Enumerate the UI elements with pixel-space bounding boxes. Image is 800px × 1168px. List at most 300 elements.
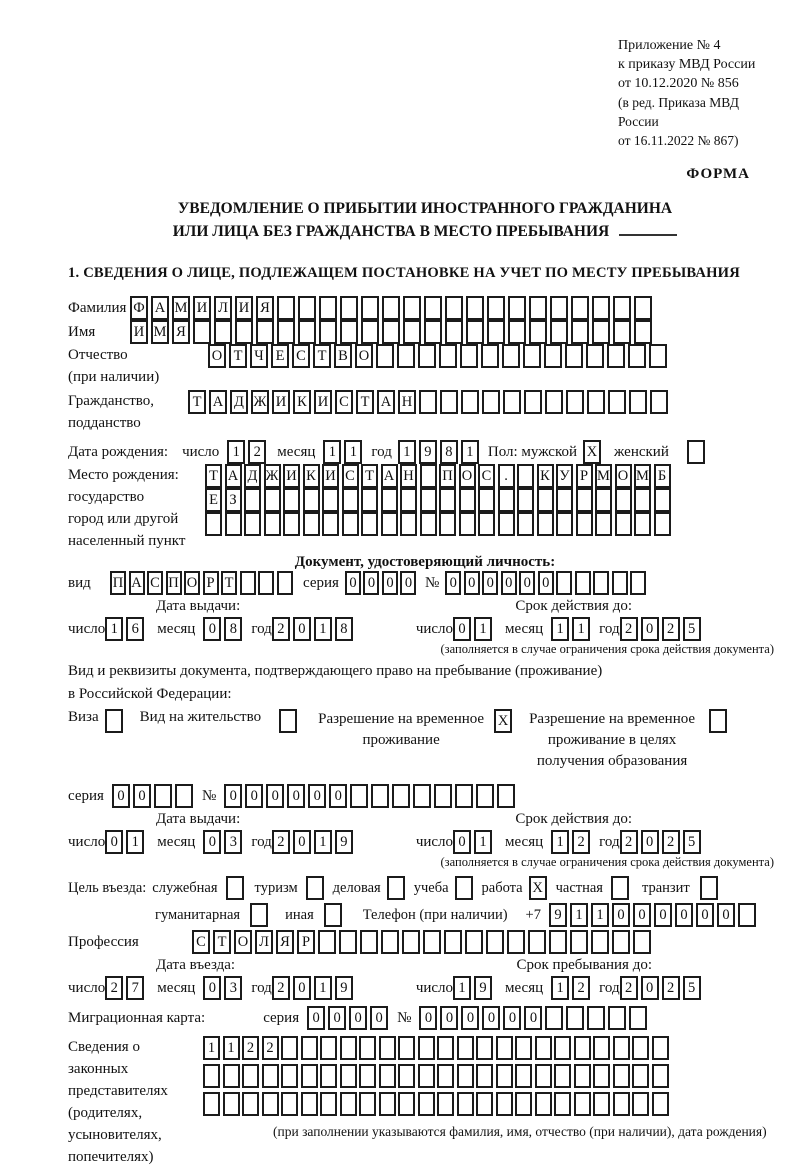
char-cell[interactable]: 0 — [482, 571, 498, 595]
char-cell[interactable]: 0 — [203, 976, 221, 1000]
char-cell[interactable]: 0 — [307, 1006, 325, 1030]
char-cell[interactable] — [154, 784, 172, 808]
char-cell[interactable] — [507, 930, 525, 954]
char-cell[interactable] — [613, 1092, 630, 1116]
char-cell[interactable] — [424, 320, 442, 344]
char-cell[interactable]: Ж — [264, 464, 281, 488]
char-cell[interactable]: 2 — [242, 1036, 259, 1060]
char-cell[interactable]: 0 — [224, 784, 242, 808]
char-cell[interactable] — [476, 1092, 493, 1116]
char-cell[interactable]: 1 — [474, 617, 492, 641]
char-cell[interactable]: 2 — [662, 976, 680, 1000]
char-cell[interactable]: И — [193, 296, 211, 320]
char-cell[interactable] — [566, 1006, 584, 1030]
char-cell[interactable] — [634, 488, 651, 512]
char-cell[interactable] — [545, 390, 563, 414]
char-cell[interactable]: 0 — [203, 617, 221, 641]
char-cell[interactable] — [203, 1092, 220, 1116]
char-cell[interactable]: 1 — [223, 1036, 240, 1060]
char-cell[interactable]: Т — [213, 930, 231, 954]
char-cell[interactable] — [556, 571, 572, 595]
char-cell[interactable]: 1 — [323, 440, 341, 464]
char-cell[interactable] — [359, 1064, 376, 1088]
char-cell[interactable]: И — [314, 390, 332, 414]
checkbox-cell[interactable] — [306, 876, 324, 900]
char-cell[interactable]: 9 — [335, 830, 353, 854]
char-cell[interactable]: 0 — [349, 1006, 367, 1030]
char-cell[interactable] — [571, 296, 589, 320]
char-cell[interactable]: 0 — [329, 784, 347, 808]
char-cell[interactable]: Т — [229, 344, 247, 368]
char-cell[interactable]: М — [634, 464, 651, 488]
char-cell[interactable]: О — [208, 344, 226, 368]
char-cell[interactable]: 0 — [419, 1006, 437, 1030]
char-cell[interactable] — [593, 1092, 610, 1116]
char-cell[interactable]: 0 — [633, 903, 651, 927]
char-cell[interactable]: 0 — [133, 784, 151, 808]
char-cell[interactable]: 3 — [224, 830, 242, 854]
checkbox-cell[interactable]: X — [494, 709, 512, 733]
char-cell[interactable] — [175, 784, 193, 808]
checkbox-cell[interactable] — [709, 709, 727, 733]
char-cell[interactable] — [420, 512, 437, 536]
char-cell[interactable] — [403, 320, 421, 344]
char-cell[interactable] — [457, 1064, 474, 1088]
char-cell[interactable] — [498, 512, 515, 536]
char-cell[interactable]: И — [130, 320, 148, 344]
char-cell[interactable]: 0 — [112, 784, 130, 808]
char-cell[interactable] — [301, 1092, 318, 1116]
char-cell[interactable] — [535, 1092, 552, 1116]
char-cell[interactable] — [652, 1036, 669, 1060]
char-cell[interactable]: 0 — [287, 784, 305, 808]
char-cell[interactable] — [587, 1006, 605, 1030]
char-cell[interactable]: 2 — [620, 830, 638, 854]
char-cell[interactable]: 0 — [293, 976, 311, 1000]
char-cell[interactable] — [652, 1092, 669, 1116]
char-cell[interactable]: И — [272, 390, 290, 414]
char-cell[interactable]: О — [234, 930, 252, 954]
char-cell[interactable]: А — [381, 464, 398, 488]
char-cell[interactable]: 0 — [105, 830, 123, 854]
char-cell[interactable] — [361, 512, 378, 536]
char-cell[interactable]: Ж — [251, 390, 269, 414]
char-cell[interactable] — [203, 1064, 220, 1088]
char-cell[interactable] — [376, 344, 394, 368]
char-cell[interactable]: 9 — [335, 976, 353, 1000]
char-cell[interactable] — [591, 930, 609, 954]
char-cell[interactable] — [738, 903, 756, 927]
char-cell[interactable] — [281, 1092, 298, 1116]
char-cell[interactable]: 1 — [551, 830, 569, 854]
char-cell[interactable]: 0 — [370, 1006, 388, 1030]
char-cell[interactable] — [593, 1036, 610, 1060]
char-cell[interactable]: К — [537, 464, 554, 488]
char-cell[interactable] — [607, 344, 625, 368]
char-cell[interactable]: 3 — [224, 976, 242, 1000]
char-cell[interactable] — [524, 390, 542, 414]
char-cell[interactable] — [420, 488, 437, 512]
char-cell[interactable]: 0 — [203, 830, 221, 854]
char-cell[interactable] — [382, 320, 400, 344]
char-cell[interactable]: 1 — [314, 830, 332, 854]
char-cell[interactable]: 9 — [549, 903, 567, 927]
char-cell[interactable]: Т — [313, 344, 331, 368]
char-cell[interactable] — [256, 320, 274, 344]
char-cell[interactable] — [318, 930, 336, 954]
char-cell[interactable]: 0 — [328, 1006, 346, 1030]
char-cell[interactable] — [554, 1092, 571, 1116]
char-cell[interactable]: 2 — [272, 617, 290, 641]
char-cell[interactable] — [574, 1064, 591, 1088]
char-cell[interactable] — [496, 1092, 513, 1116]
checkbox-cell[interactable] — [700, 876, 718, 900]
char-cell[interactable]: 0 — [464, 571, 480, 595]
char-cell[interactable]: А — [129, 571, 145, 595]
char-cell[interactable] — [630, 571, 646, 595]
char-cell[interactable]: 0 — [293, 830, 311, 854]
char-cell[interactable]: Н — [398, 390, 416, 414]
char-cell[interactable]: 0 — [717, 903, 735, 927]
char-cell[interactable] — [439, 344, 457, 368]
char-cell[interactable] — [566, 390, 584, 414]
char-cell[interactable]: 0 — [453, 830, 471, 854]
char-cell[interactable] — [634, 296, 652, 320]
char-cell[interactable] — [549, 930, 567, 954]
char-cell[interactable] — [650, 390, 668, 414]
char-cell[interactable] — [277, 571, 293, 595]
char-cell[interactable] — [298, 296, 316, 320]
char-cell[interactable] — [413, 784, 431, 808]
char-cell[interactable] — [556, 488, 573, 512]
char-cell[interactable] — [576, 488, 593, 512]
char-cell[interactable]: М — [172, 296, 190, 320]
char-cell[interactable] — [340, 1036, 357, 1060]
char-cell[interactable]: 8 — [224, 617, 242, 641]
char-cell[interactable] — [381, 930, 399, 954]
char-cell[interactable] — [508, 296, 526, 320]
char-cell[interactable] — [444, 930, 462, 954]
checkbox-cell[interactable] — [387, 876, 405, 900]
char-cell[interactable]: М — [595, 464, 612, 488]
char-cell[interactable]: 0 — [363, 571, 379, 595]
char-cell[interactable] — [244, 488, 261, 512]
char-cell[interactable] — [424, 296, 442, 320]
char-cell[interactable]: 2 — [262, 1036, 279, 1060]
char-cell[interactable] — [535, 1064, 552, 1088]
char-cell[interactable] — [515, 1064, 532, 1088]
char-cell[interactable] — [545, 1006, 563, 1030]
char-cell[interactable] — [379, 1064, 396, 1088]
char-cell[interactable]: Е — [271, 344, 289, 368]
char-cell[interactable] — [634, 512, 651, 536]
char-cell[interactable] — [418, 1036, 435, 1060]
char-cell[interactable] — [550, 296, 568, 320]
char-cell[interactable]: З — [225, 488, 242, 512]
char-cell[interactable]: 1 — [453, 976, 471, 1000]
char-cell[interactable]: 1 — [570, 903, 588, 927]
char-cell[interactable] — [298, 320, 316, 344]
char-cell[interactable] — [550, 320, 568, 344]
char-cell[interactable] — [517, 488, 534, 512]
char-cell[interactable]: 2 — [620, 976, 638, 1000]
char-cell[interactable]: 1 — [551, 617, 569, 641]
char-cell[interactable] — [465, 930, 483, 954]
char-cell[interactable]: 2 — [248, 440, 266, 464]
char-cell[interactable]: 1 — [105, 617, 123, 641]
char-cell[interactable]: Л — [255, 930, 273, 954]
char-cell[interactable] — [320, 1092, 337, 1116]
char-cell[interactable] — [593, 571, 609, 595]
char-cell[interactable] — [615, 512, 632, 536]
char-cell[interactable] — [439, 488, 456, 512]
char-cell[interactable] — [496, 1064, 513, 1088]
char-cell[interactable] — [319, 320, 337, 344]
char-cell[interactable] — [515, 1092, 532, 1116]
char-cell[interactable]: Л — [214, 296, 232, 320]
char-cell[interactable] — [455, 784, 473, 808]
char-cell[interactable]: П — [110, 571, 126, 595]
char-cell[interactable] — [437, 1092, 454, 1116]
char-cell[interactable] — [575, 571, 591, 595]
char-cell[interactable] — [193, 320, 211, 344]
char-cell[interactable] — [497, 784, 515, 808]
char-cell[interactable]: Р — [297, 930, 315, 954]
char-cell[interactable] — [281, 1036, 298, 1060]
char-cell[interactable] — [615, 488, 632, 512]
checkbox-cell[interactable] — [226, 876, 244, 900]
char-cell[interactable] — [419, 390, 437, 414]
char-cell[interactable]: Д — [230, 390, 248, 414]
char-cell[interactable]: И — [235, 296, 253, 320]
char-cell[interactable] — [574, 1036, 591, 1060]
char-cell[interactable] — [303, 488, 320, 512]
char-cell[interactable] — [382, 296, 400, 320]
char-cell[interactable] — [593, 1064, 610, 1088]
checkbox-cell[interactable] — [250, 903, 268, 927]
char-cell[interactable]: 0 — [641, 617, 659, 641]
checkbox-cell[interactable]: X — [529, 876, 547, 900]
char-cell[interactable] — [339, 930, 357, 954]
char-cell[interactable]: Я — [276, 930, 294, 954]
title-blank-underline[interactable] — [619, 222, 677, 236]
char-cell[interactable] — [281, 1064, 298, 1088]
char-cell[interactable] — [235, 320, 253, 344]
char-cell[interactable] — [595, 512, 612, 536]
char-cell[interactable]: 2 — [662, 830, 680, 854]
char-cell[interactable]: 0 — [519, 571, 535, 595]
char-cell[interactable] — [214, 320, 232, 344]
char-cell[interactable] — [322, 488, 339, 512]
checkbox-cell[interactable] — [279, 709, 297, 733]
char-cell[interactable] — [418, 344, 436, 368]
char-cell[interactable] — [223, 1064, 240, 1088]
char-cell[interactable]: 0 — [503, 1006, 521, 1030]
char-cell[interactable] — [529, 320, 547, 344]
char-cell[interactable] — [613, 1064, 630, 1088]
char-cell[interactable] — [205, 512, 222, 536]
char-cell[interactable] — [258, 571, 274, 595]
char-cell[interactable] — [403, 296, 421, 320]
char-cell[interactable] — [437, 1036, 454, 1060]
char-cell[interactable] — [502, 344, 520, 368]
char-cell[interactable] — [461, 390, 479, 414]
char-cell[interactable]: М — [151, 320, 169, 344]
char-cell[interactable]: 0 — [382, 571, 398, 595]
checkbox-cell[interactable] — [455, 876, 473, 900]
char-cell[interactable] — [283, 488, 300, 512]
char-cell[interactable] — [303, 512, 320, 536]
char-cell[interactable] — [654, 488, 671, 512]
char-cell[interactable]: Н — [400, 464, 417, 488]
char-cell[interactable]: 0 — [266, 784, 284, 808]
char-cell[interactable] — [608, 1006, 626, 1030]
char-cell[interactable]: 0 — [400, 571, 416, 595]
char-cell[interactable] — [277, 296, 295, 320]
char-cell[interactable] — [242, 1092, 259, 1116]
char-cell[interactable]: 0 — [308, 784, 326, 808]
char-cell[interactable]: 8 — [440, 440, 458, 464]
char-cell[interactable] — [381, 512, 398, 536]
char-cell[interactable] — [570, 930, 588, 954]
char-cell[interactable] — [537, 488, 554, 512]
char-cell[interactable] — [633, 930, 651, 954]
char-cell[interactable]: Я — [172, 320, 190, 344]
char-cell[interactable]: Д — [244, 464, 261, 488]
char-cell[interactable] — [478, 488, 495, 512]
char-cell[interactable] — [586, 344, 604, 368]
char-cell[interactable] — [379, 1092, 396, 1116]
char-cell[interactable] — [418, 1092, 435, 1116]
char-cell[interactable]: И — [322, 464, 339, 488]
char-cell[interactable]: 2 — [620, 617, 638, 641]
char-cell[interactable] — [544, 344, 562, 368]
char-cell[interactable] — [244, 512, 261, 536]
char-cell[interactable] — [320, 1036, 337, 1060]
char-cell[interactable]: 0 — [501, 571, 517, 595]
char-cell[interactable]: О — [355, 344, 373, 368]
char-cell[interactable] — [652, 1064, 669, 1088]
char-cell[interactable] — [264, 488, 281, 512]
checkbox-cell[interactable] — [611, 876, 629, 900]
char-cell[interactable]: Т — [188, 390, 206, 414]
char-cell[interactable]: 8 — [335, 617, 353, 641]
char-cell[interactable] — [612, 571, 628, 595]
char-cell[interactable]: 1 — [461, 440, 479, 464]
char-cell[interactable]: 9 — [419, 440, 437, 464]
char-cell[interactable] — [223, 1092, 240, 1116]
char-cell[interactable] — [459, 488, 476, 512]
char-cell[interactable]: 0 — [345, 571, 361, 595]
char-cell[interactable] — [476, 1064, 493, 1088]
checkbox-cell[interactable]: X — [583, 440, 601, 464]
char-cell[interactable] — [283, 512, 300, 536]
char-cell[interactable] — [554, 1064, 571, 1088]
char-cell[interactable] — [398, 1092, 415, 1116]
char-cell[interactable] — [392, 784, 410, 808]
char-cell[interactable] — [496, 1036, 513, 1060]
char-cell[interactable] — [457, 1036, 474, 1060]
char-cell[interactable]: 1 — [572, 617, 590, 641]
char-cell[interactable] — [613, 1036, 630, 1060]
char-cell[interactable]: 0 — [538, 571, 554, 595]
char-cell[interactable]: С — [147, 571, 163, 595]
char-cell[interactable] — [556, 512, 573, 536]
char-cell[interactable] — [277, 320, 295, 344]
char-cell[interactable] — [466, 296, 484, 320]
char-cell[interactable] — [632, 1036, 649, 1060]
char-cell[interactable]: С — [342, 464, 359, 488]
char-cell[interactable] — [608, 390, 626, 414]
char-cell[interactable] — [418, 1064, 435, 1088]
char-cell[interactable]: А — [377, 390, 395, 414]
char-cell[interactable] — [481, 344, 499, 368]
char-cell[interactable] — [528, 930, 546, 954]
char-cell[interactable] — [595, 488, 612, 512]
char-cell[interactable] — [634, 320, 652, 344]
char-cell[interactable]: Р — [203, 571, 219, 595]
char-cell[interactable] — [503, 390, 521, 414]
checkbox-cell[interactable] — [105, 709, 123, 733]
char-cell[interactable]: 1 — [203, 1036, 220, 1060]
char-cell[interactable]: Е — [205, 488, 222, 512]
char-cell[interactable]: С — [335, 390, 353, 414]
char-cell[interactable] — [361, 488, 378, 512]
char-cell[interactable] — [629, 1006, 647, 1030]
char-cell[interactable]: 2 — [662, 617, 680, 641]
char-cell[interactable] — [482, 390, 500, 414]
char-cell[interactable] — [498, 488, 515, 512]
char-cell[interactable] — [340, 296, 358, 320]
char-cell[interactable] — [565, 344, 583, 368]
char-cell[interactable]: 0 — [461, 1006, 479, 1030]
char-cell[interactable] — [554, 1036, 571, 1060]
char-cell[interactable] — [381, 488, 398, 512]
char-cell[interactable] — [571, 320, 589, 344]
char-cell[interactable] — [466, 320, 484, 344]
char-cell[interactable] — [397, 344, 415, 368]
char-cell[interactable]: 0 — [654, 903, 672, 927]
char-cell[interactable] — [240, 571, 256, 595]
char-cell[interactable] — [361, 320, 379, 344]
char-cell[interactable] — [537, 512, 554, 536]
checkbox-cell[interactable] — [687, 440, 705, 464]
char-cell[interactable] — [487, 320, 505, 344]
char-cell[interactable]: Я — [256, 296, 274, 320]
char-cell[interactable]: 1 — [227, 440, 245, 464]
char-cell[interactable] — [398, 1036, 415, 1060]
char-cell[interactable]: К — [293, 390, 311, 414]
char-cell[interactable]: П — [439, 464, 456, 488]
char-cell[interactable] — [242, 1064, 259, 1088]
char-cell[interactable]: 0 — [245, 784, 263, 808]
char-cell[interactable]: 0 — [453, 617, 471, 641]
char-cell[interactable]: 2 — [272, 830, 290, 854]
char-cell[interactable]: 1 — [314, 976, 332, 1000]
char-cell[interactable] — [319, 296, 337, 320]
char-cell[interactable]: С — [192, 930, 210, 954]
char-cell[interactable] — [301, 1036, 318, 1060]
char-cell[interactable] — [360, 930, 378, 954]
char-cell[interactable] — [613, 296, 631, 320]
char-cell[interactable]: 0 — [696, 903, 714, 927]
char-cell[interactable] — [592, 296, 610, 320]
char-cell[interactable]: 1 — [398, 440, 416, 464]
char-cell[interactable] — [262, 1092, 279, 1116]
char-cell[interactable] — [371, 784, 389, 808]
char-cell[interactable] — [612, 930, 630, 954]
char-cell[interactable]: А — [151, 296, 169, 320]
